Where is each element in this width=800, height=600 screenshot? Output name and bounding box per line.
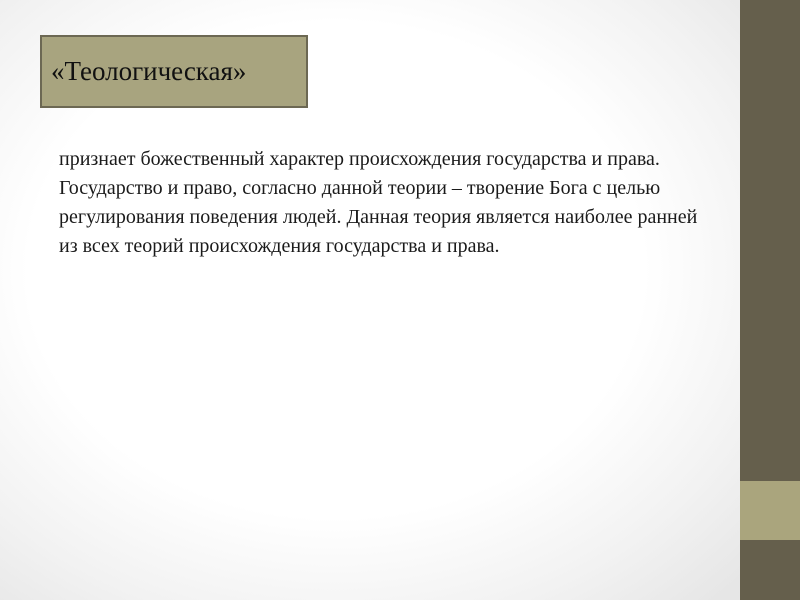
side-accent-block bbox=[740, 481, 800, 540]
title-box bbox=[40, 35, 308, 108]
side-decorative-band bbox=[740, 0, 800, 600]
slide-title: «Теологическая» bbox=[51, 56, 247, 86]
slide-body-text: признает божественный характер происхождения государства и права. Государство и право, согласно данной теории – творение Бога с целью регулирования поведения людей. Данная теория является наиболее ранней из всех теорий происхождения государства и права. bbox=[59, 148, 698, 257]
